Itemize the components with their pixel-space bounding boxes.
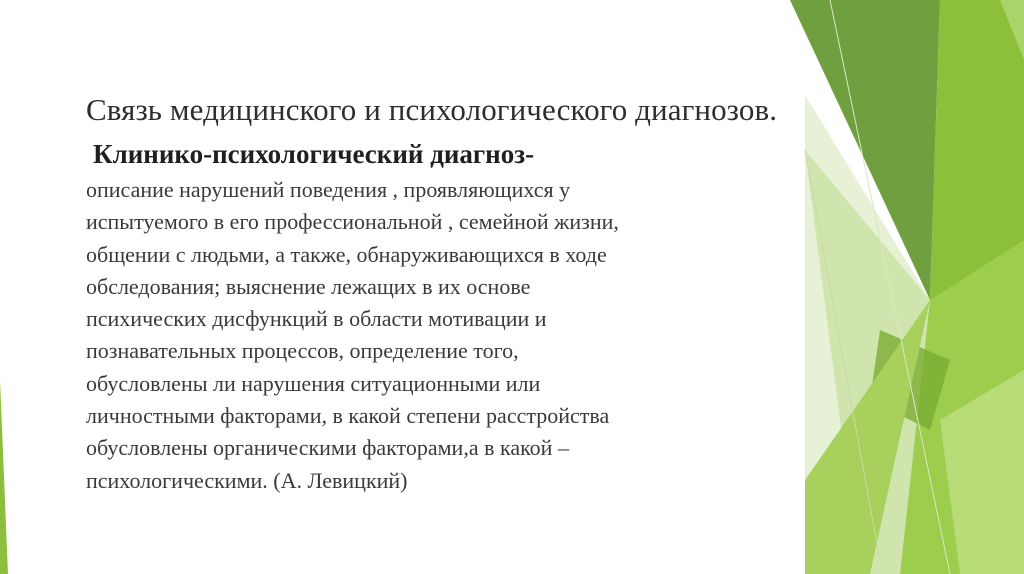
left-edge-triangle [0,380,8,574]
slide-title: Связь медицинского и психологического диагнозов. [86,92,778,127]
slide-text [86,88,786,497]
slide-subtitle: Клинико-психологический диагноз- [93,139,535,169]
slide-body: описание нарушений поведения , проявляющихся у испытуемого в его профессиональной , семейной жизни, общении с людьми, а также, обнаруживающихся в ходе обследования; выяснение лежащих в их основе психических дисфункций в области мотивации и познавательных процессов, определение того, обусловлены ли нарушения ситуационными или личностными факторами, в какой степени расстройства обусловлены органическими факторами,а в какой – психологическими. (А. Левицкий) [86,177,619,493]
